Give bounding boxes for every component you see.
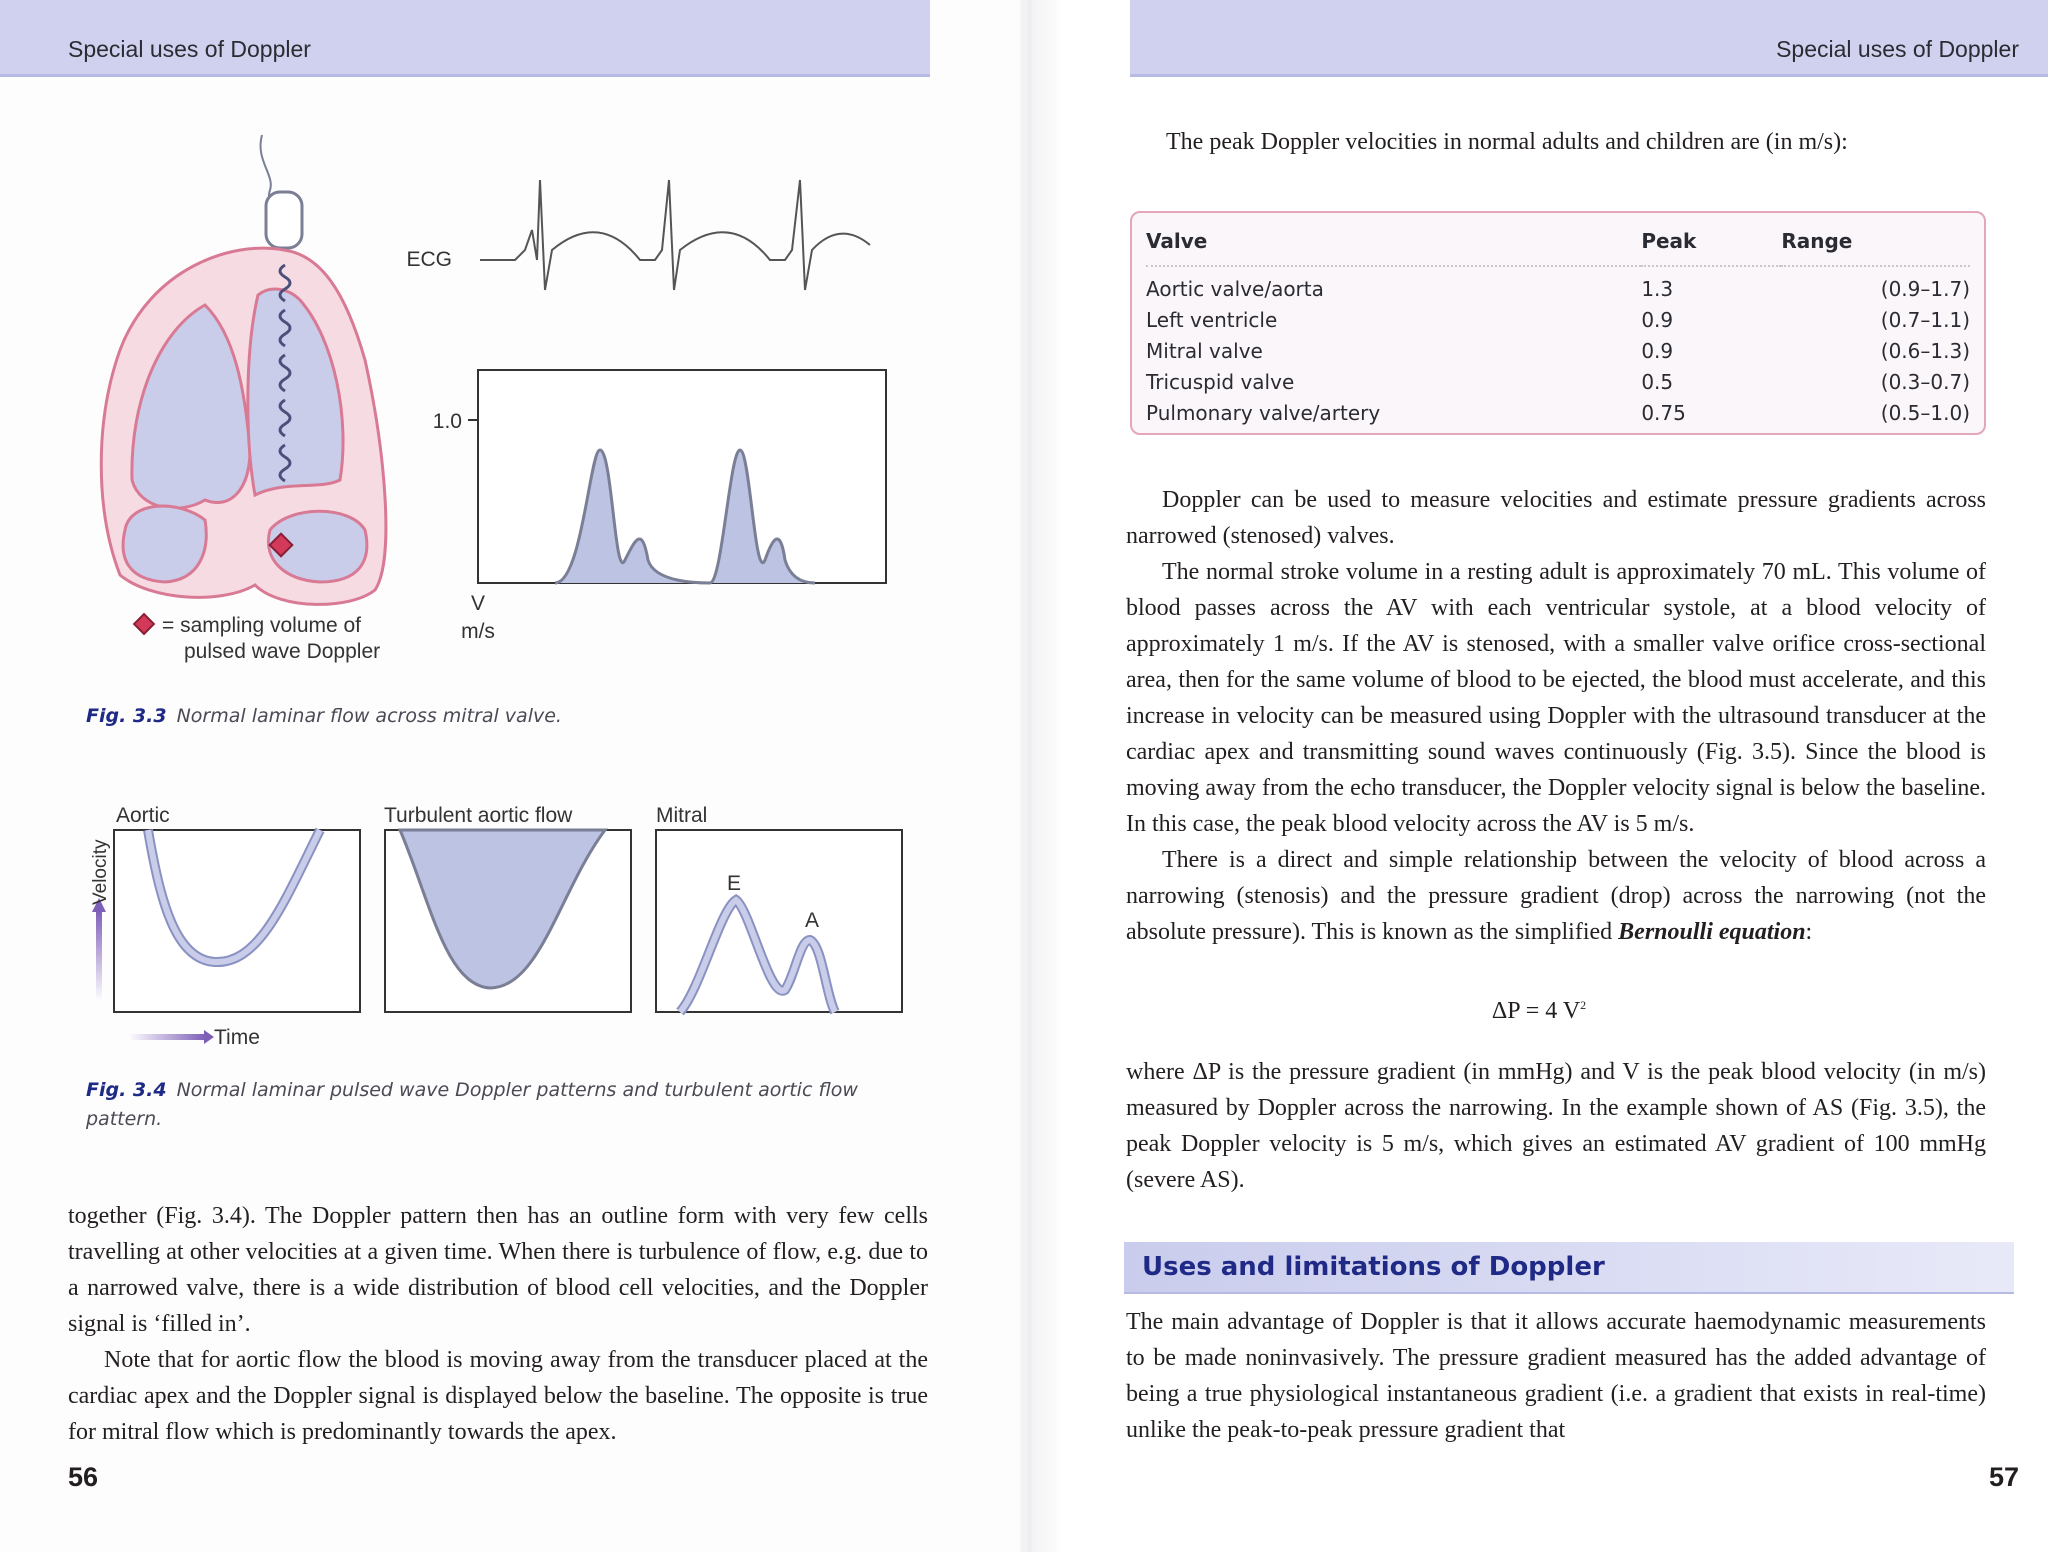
a-wave-label: A [804, 909, 820, 932]
cell-range: (0.6–1.3) [1880, 339, 1970, 363]
cell-peak: 0.75 [1641, 401, 1686, 425]
cell-range: (0.9–1.7) [1880, 277, 1970, 301]
caption-text: Normal laminar flow across mitral valve. [176, 705, 562, 727]
velocity-table-box [1130, 211, 1986, 435]
cell-valve: Pulmonary valve/artery [1146, 401, 1381, 425]
paragraph: Doppler can be used to measure velocities and estimate pressure gradients across narrowed (stenosed) valves. [1126, 487, 1986, 549]
section-heading: Uses and limitations of Doppler [1142, 1252, 1605, 1282]
paragraph-text: : [1805, 919, 1813, 945]
left-body-text [68, 1198, 928, 1450]
page-number: 57 [1988, 1462, 2019, 1492]
cell-valve: Tricuspid valve [1146, 370, 1295, 394]
cell-peak: 0.9 [1641, 339, 1674, 363]
ecg-label: ECG [406, 248, 452, 271]
velocity-table [1146, 213, 1970, 429]
table-row [1146, 266, 1970, 305]
page-number: 56 [68, 1462, 99, 1492]
paragraph-text: There is a direct and simple relationship between the velocity of blood across a narrowing (stenosis) and the pressure gradient (drop) across the narrowing (not the absolute pressure). This is known as the simplified [1126, 847, 1986, 945]
left-page [0, 0, 1020, 1552]
velocity-axis-label: Velocity [90, 839, 111, 905]
right-body-text-2 [1126, 1054, 1986, 1198]
section-heading-bar [1124, 1242, 2014, 1294]
formula-text: ΔP = 4 V [1491, 998, 1581, 1024]
cell-valve: Aortic valve/aorta [1146, 277, 1324, 301]
cell-range: (0.7–1.1) [1880, 308, 1970, 332]
figure-3-4 [0, 790, 930, 1060]
paragraph: Note that for aortic flow the blood is moving away from the transducer placed at the cardiac apex and the Doppler signal is displayed below the baseline. The opposite is true for mitral flow which is predominantly towards the apex. [68, 1347, 928, 1445]
right-page [1030, 0, 2048, 1552]
bernoulli-term: Bernoulli equation [1618, 919, 1806, 945]
running-head: Special uses of Doppler [68, 36, 311, 62]
ecg-trace [480, 180, 870, 290]
table-row [1146, 367, 1970, 398]
panel-label-mitral: Mitral [656, 804, 708, 827]
caption-label: Fig. 3.3 [86, 705, 167, 727]
table-row [1146, 336, 1970, 367]
legend-marker-icon [134, 614, 154, 634]
bernoulli-formula [1030, 998, 2048, 1025]
transducer [266, 192, 302, 248]
figure-3-3-caption [86, 702, 562, 731]
time-axis-label: Time [214, 1026, 260, 1049]
tick-label-1: 1.0 [432, 410, 462, 433]
header-peak: Peak [1641, 213, 1781, 266]
caption-text: Normal laminar pulsed wave Doppler patterns and turbulent aortic flow pattern. [86, 1079, 858, 1130]
legend-text-line2: pulsed wave Doppler [184, 640, 381, 663]
right-body-text [1126, 482, 1986, 950]
panel-label-aortic: Aortic [116, 804, 170, 827]
time-arrow-head [204, 1030, 214, 1044]
paragraph: together (Fig. 3.4). The Doppler pattern then has an outline form with very few cells travelling at other velocities at a given time. When there is turbulence of flow, e.g. due to a narrowed valve, there is a wide distribution of blood cell velocities, and the Doppler signal is ‘filled in’. [68, 1203, 928, 1337]
paragraph [1126, 842, 1986, 950]
cell-peak: 0.9 [1641, 308, 1674, 332]
units-label: m/s [461, 620, 495, 643]
heart-diagram [101, 135, 386, 604]
cell-range: (0.3–0.7) [1880, 370, 1970, 394]
legend-text-line1: = sampling volume of [162, 614, 362, 637]
velocity-axis-arrow [96, 910, 102, 1002]
header-range: Range [1781, 213, 1970, 266]
table-row [1146, 398, 1970, 429]
paragraph: where ΔP is the pressure gradient (in mmHg) and V is the peak blood velocity (in m/s) measured by Doppler across the narrowing. In the example shown of AS (Fig. 3.5), the peak Doppler velocity is 5 m/s, which gives an estimated AV gradient of 100 mmHg (severe AS). [1126, 1059, 1986, 1193]
panel-label-turbulent: Turbulent aortic flow [384, 804, 573, 827]
time-axis-arrow [128, 1034, 206, 1040]
header-valve: Valve [1146, 213, 1641, 266]
left-atrium [123, 506, 206, 582]
running-head: Special uses of Doppler [1776, 36, 2019, 62]
paragraph: The main advantage of Doppler is that it allows accurate haemodynamic measurements to be made noninvasively. The pressure gradient measured has the added advantage of being a true physiological instantaneous gradient (i.e. a gradient that exists in real-time) unlike the peak-to-peak pressure gradient that [1126, 1309, 1986, 1443]
e-wave-label: E [726, 872, 742, 895]
figure-3-4-caption [86, 1076, 906, 1134]
cell-valve: Left ventricle [1146, 308, 1278, 332]
right-body-text-3 [1126, 1304, 1986, 1448]
table-header-row [1146, 213, 1970, 266]
cell-peak: 1.3 [1641, 277, 1674, 301]
doppler-plot-box [478, 370, 886, 583]
table-row [1146, 305, 1970, 336]
intro-text [1166, 124, 1996, 160]
paragraph: The normal stroke volume in a resting adult is approximately 70 mL. This volume of blood passes across the AV with each ventricular systole, at a blood velocity of approximately 1 m/s. If the AV is stenosed, with a smaller valve orifice cross-sectional area, then for the same volume of blood to be ejected, the blood must accelerate, and this increase in velocity can be measured using Doppler with the ultrasound transducer at the cardiac apex and transmitting sound waves continuously (Fig. 3.5). Since the blood is moving away from the echo transducer, the Doppler velocity signal is below the baseline. In this case, the peak blood velocity across the AV is 5 m/s. [1126, 559, 1986, 837]
figure-3-3 [0, 120, 930, 680]
caption-label: Fig. 3.4 [86, 1079, 167, 1101]
cell-range: (0.5–1.0) [1880, 401, 1970, 425]
cell-peak: 0.5 [1641, 370, 1674, 394]
paragraph: The peak Doppler velocities in normal adults and children are (in m/s): [1166, 129, 1848, 155]
v-label: V [470, 592, 486, 615]
cell-valve: Mitral valve [1146, 339, 1263, 363]
formula-exponent: 2 [1580, 998, 1587, 1012]
